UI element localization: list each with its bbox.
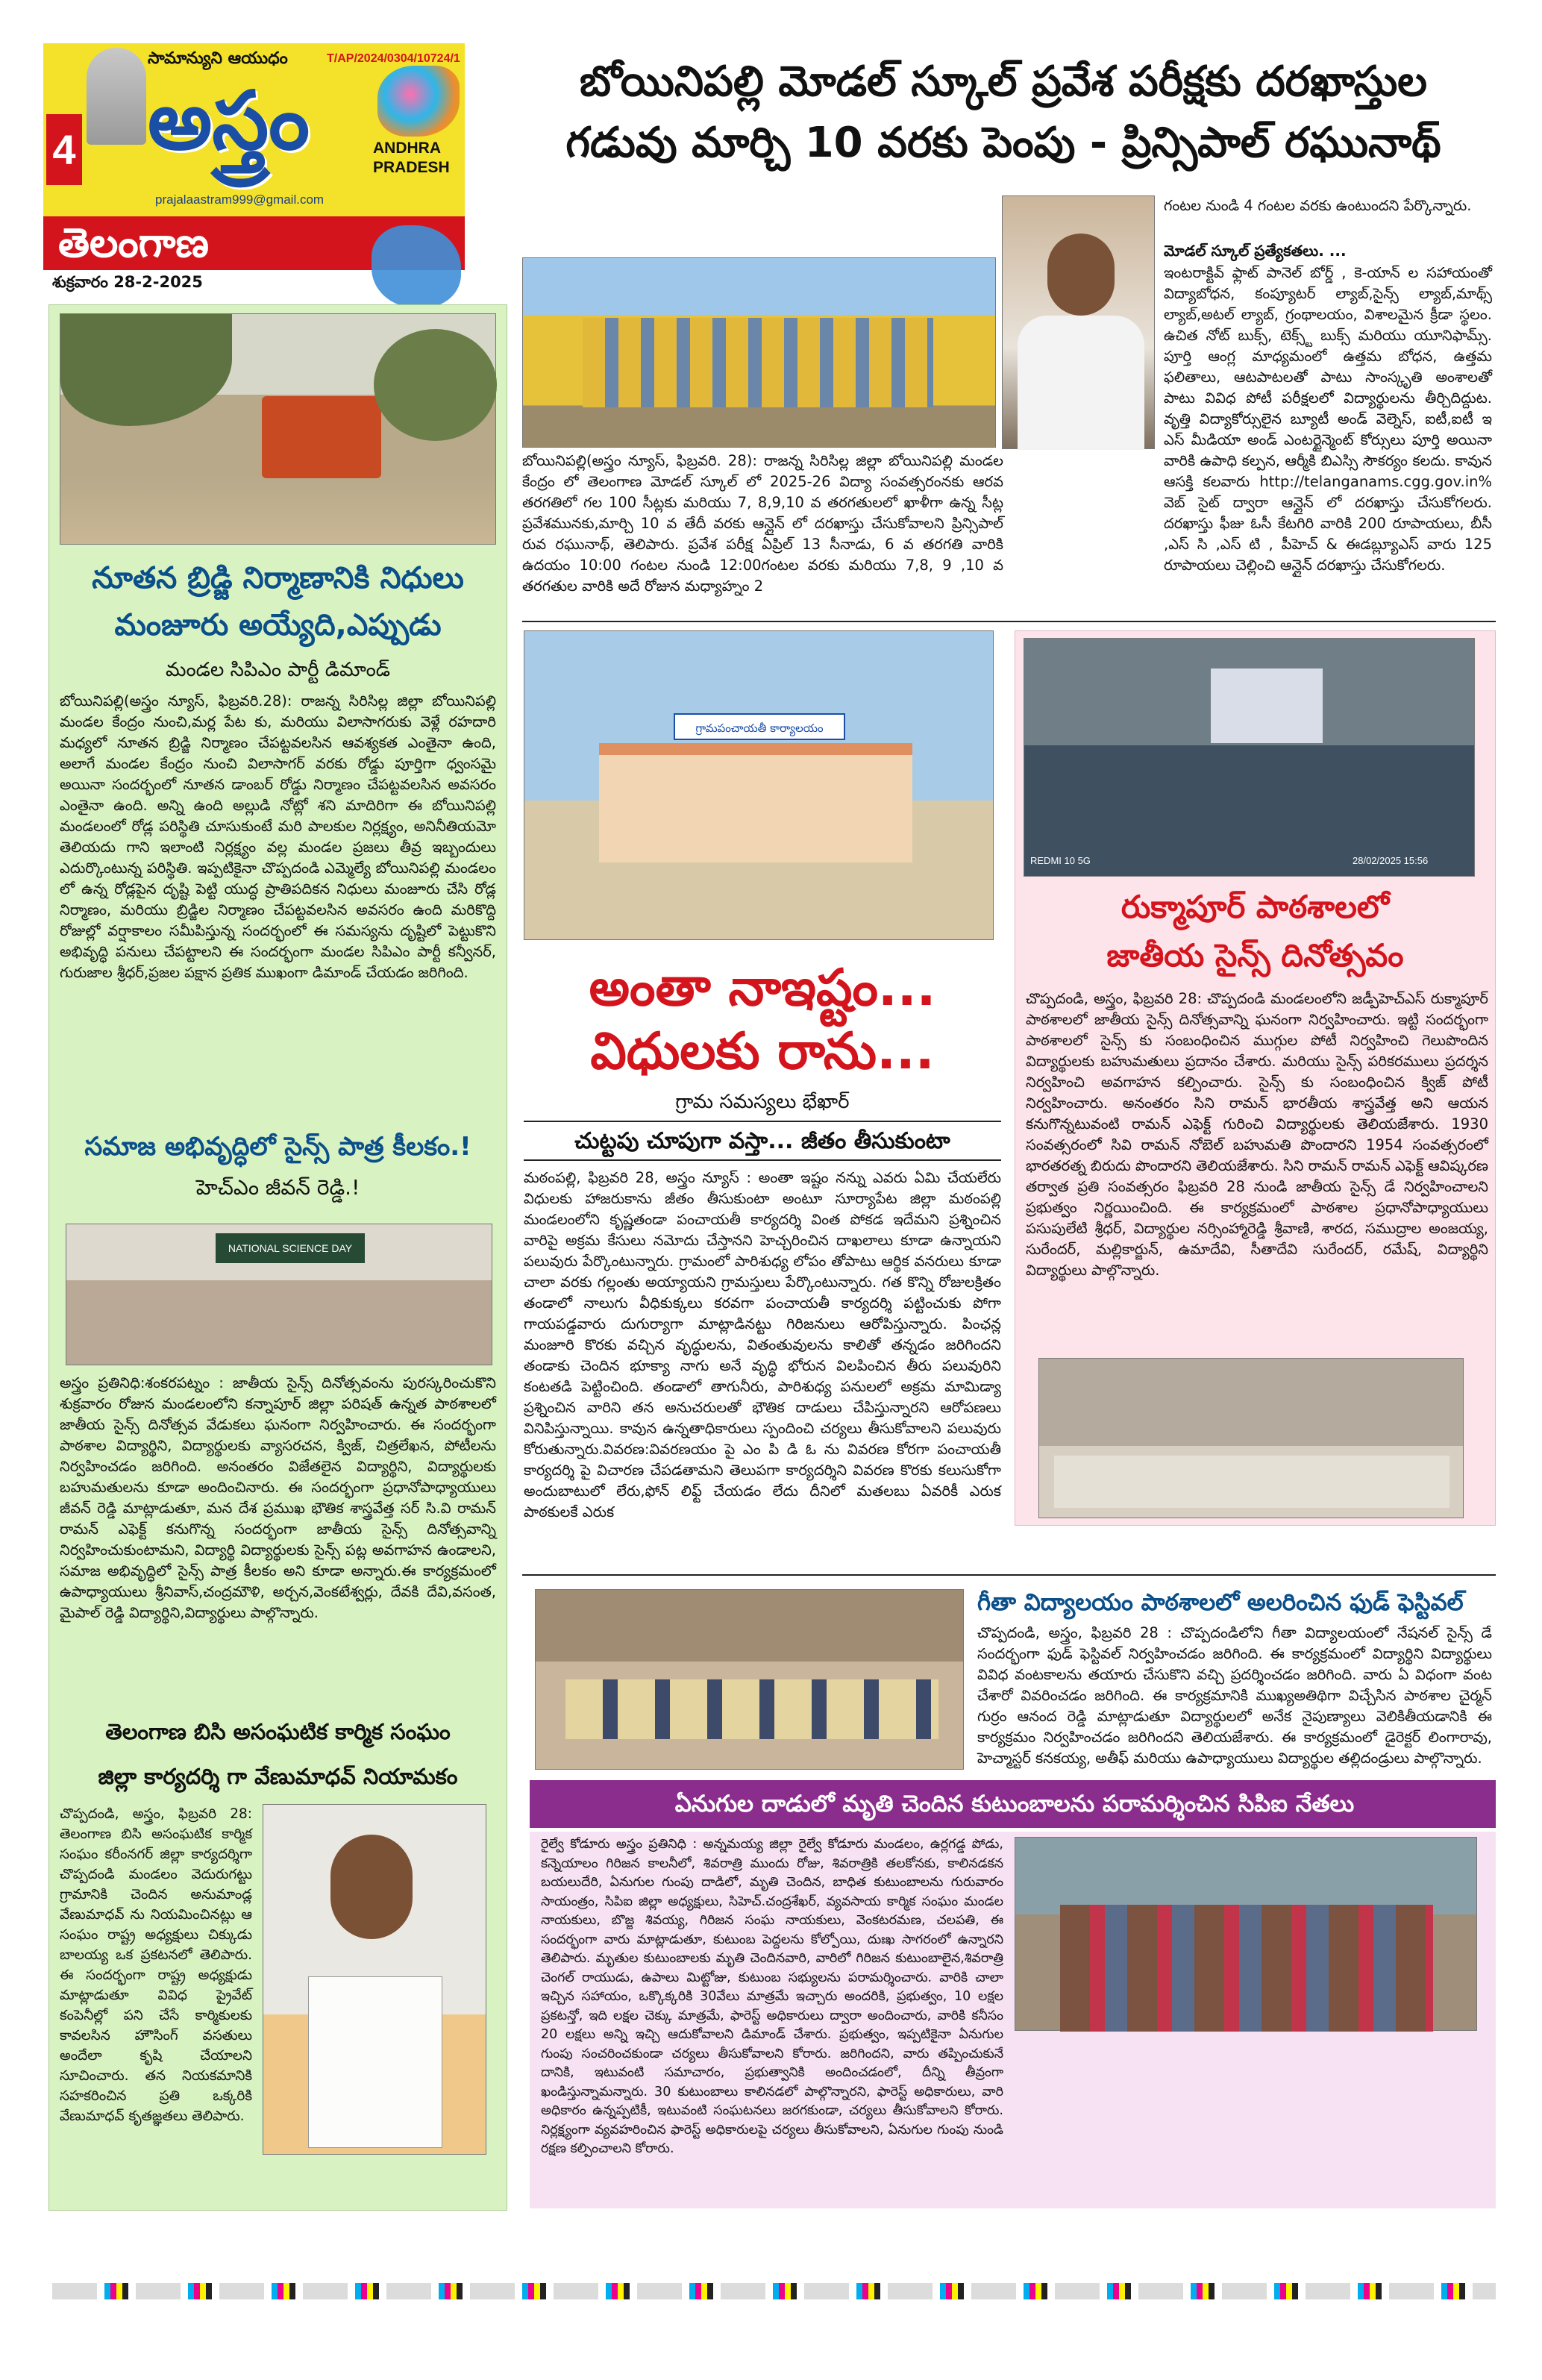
village-subhead2-rule	[524, 1159, 1001, 1161]
statue-icon	[87, 48, 146, 145]
science-left-body: అస్త్రం ప్రతినిధి:శంకరపట్నం : జాతీయ సైన్స్ దినోత్సవంను పురస్కరించుకొని శుక్రవారం రోజున మండలంలోని కన్నాపూర్ జిల్లా పరిషత్ ఉన్నత పాఠశాలలో జాతీయ సైన్స్ దినోత్సవ వేడుకలు ఘనంగా నిర్వహించారు. ఈ సందర్భంగా పాఠశాల విద్యార్థిని, విద్యార్థులకు వ్యాసరచన, క్విజ్, చిత్రలేఖన, పోటీలను నిర్వహించడం జరిగింది. అనంతరం విజేతలైన విద్యార్థిని, విద్యార్థులకు బహుమతులను కూడా అందించినారు. ఈ సందర్భంగా ప్రధానోపాధ్యాయులు జీవన్ రెడ్డి మాట్లాడుతూ, మన దేశ ప్రముఖ భౌతిక శాస్త్రవేత్త సర్ సి.వి రామన్ రామన్ ఎఫెక్ట్ కనుగొన్న సందర్భంగా జాతీయ సైన్స్ దినోత్సవాన్ని నిర్వహించుకుంటామని, విద్యార్థి విద్యార్థులకు సైన్స్ పట్ల అవగాహన ఉండాలని, సమాజ అభివృద్ధిలో సైన్స్ పాత్ర కీలకం అని కూడా అన్నారు.ఈ కార్యక్రమంలో ఉపాధ్యాయులు శ్రీనివాస్,చంద్రమౌళి, అర్చన,వెంకటేశ్వర్లు, దేవకి దేవి,వసంత, మైపాల్ రెడ్డి విద్యార్థిని,విద్యార్థులు పాల్గొన్నారు.	[60, 1374, 496, 1621]
science-day-left-photo	[66, 1224, 492, 1365]
ap-label: ANDHRA PRADESH	[373, 140, 450, 176]
food-festival-photo	[535, 1589, 964, 1770]
lead-headline-2: గడువు మార్చి 10 వరకు పెంపు - ప్రిన్సిపాల్ రఘునాథ్	[565, 119, 1441, 167]
projector-screen	[1211, 668, 1323, 743]
venumadhav-face	[330, 1835, 413, 1939]
rukmapur-photo-date: 28/02/2025 15:56	[1353, 855, 1429, 866]
tree-left	[60, 314, 232, 426]
rukmapur-classroom-photo	[1024, 638, 1475, 877]
principal-shirt	[1018, 316, 1144, 450]
union-body: చొప్పదండి, అస్త్రం, ఫిబ్రవరి 28: తెలంగాణ బిసి అసంఘటిక కార్మిక సంఘం కరీంనగర్ జిల్లా కార్యదర్శిగా చొప్పదండి మండలం వెదురుగట్టు గ్రామానికి చెందిన అనుమాండ్ల వేణుమాధవ్ ను నియమించినట్లు ఆ సంఘం రాష్ట్ర అధ్యక్షులు చిక్కుడు బాలయ్య ఒక ప్రకటనలో తెలిపారు. ఈ సందర్భంగా రాష్ట్ర అధ్యక్షుడు మాట్లాడుతూ వివిధ ప్రైవేట్ కంపెనీల్లో పని చేసే కార్మికులకు కావలసిన హౌసింగ్ వసతులు అందేలా కృషి చేయాలని సూచించారు. తన నియకమానికి సహకరించిన ప్రతి ఒక్కరికి వేణుమాధవ్ కృతజ్ఞతలు తెలిపారు.	[60, 1806, 252, 2124]
lead-body-col2c	[1015, 449, 1492, 610]
science-left-subhead: హెచ్ఎం జీవన్ రెడ్డి.!	[195, 1175, 360, 1200]
elephant-body-col1: రైల్వే కోడూరు అస్త్రం ప్రతినిధి : అన్నమయ్య జిల్లా రైల్వే కోడూరు మండలం, ఉర్లగడ్డ పోడు, కన్నెయాలం గిరిజన కాలనీలో, శివరాత్రి ముందు రోజు, శివరాత్రికి తలకోనకు, కాలినడకన బయలుదేరి, ఏనుగుల గుంపు దాడిలో, మృతి చెందిన, బాధిత కుటుంబాలను గురువారం సాయంత్రం, సిపిఐ జిల్లా అధ్యక్షులు, సిహెచ్.చంద్రశేఖర్, వ్యవసాయ కార్మిక సంఘం మండల నాయకులు, బొజ్జ శివయ్య, గిరిజన సంఘ నాయకులు, వెంకటరమణ, చలపతి, ఈ సందర్భంగా వారు మాట్లాడుతూ, కుటుంబ పెద్దలను కోల్పోయి, దుఃఖ సాగరంలో ఉన్నారని తెలిపారు. మృతుల కుటుంబాలకు మృతి చెందినవారి, వారిలో గిరిజన కుటుంబాలైన,శివరాత్రి చెంగల్ రాయుడు, ఉపాలు మిట్టోజు, కుటుంబ సభ్యులను పరామర్శించారు. వారికి చాలా ఇచ్చిన సహాయం, ఒక్కొక్కరికి 30వేలు మాత్రమే ఇచ్చారు అందరికి, ప్రభుత్వం, 10 లక్షల ప్రకటన్తో, ఇది లక్షల చెక్కు మాత్రమే, ఫారెస్ట్ అధికారులు ద్వారా అందించారు, వారికి కనీసం 20 లక్షలు అన్ని ఇచ్చి ఆదుకోవాలని డిమాండ్ చేశారు. ప్రభుత్వం, ఇప్పటికైనా ఏనుగుల గుంపు సంచరించకుండా చర్యలు తీసుకోవాలని కోరారు. జరిగిందని, వారు తప్పించుకునే దానికి, ఇటువంటి సమాచారం, ప్రభుత్వానికి అందించడంలో, దీన్ని తీవ్రంగా ఖండిస్తున్నామన్నారు. 30 కుటుంబాలు కాలినడలో పాల్గొన్నారని, ఫారెస్ట్ అధికారులు, వారి అధికారం ఉన్నప్పటికీ, ఇటువంటి సంఘటనలు జరగకుండా, చర్యలు తీసుకోవాలని కోరారు. నిర్లక్ష్యంగా వ్యవహరించిన ఫారెస్ట్ అధికారులపై చర్యలు తీసుకోవాలని, ఏనుగుల గుంపు నుండి రక్షణ కల్పించాలని కోరారు.	[541, 1837, 1003, 2156]
rukmapur-photo-caption: REDMI 10 5G	[1030, 855, 1091, 866]
masthead	[43, 43, 465, 289]
registration-number: T/AP/2024/0304/10724/1	[327, 52, 460, 65]
principal-photo	[1002, 195, 1155, 449]
school-building	[583, 318, 933, 407]
masthead-tagline: సామాన్యుని ఆయుధం	[148, 49, 288, 68]
union-headline-1: తెలంగాణ బిసి అసంఘటిక కార్మిక సంఘం	[105, 1719, 451, 1744]
mid-right-rule	[522, 1574, 1496, 1576]
masthead-email: prajalaastram999@gmail.com	[155, 192, 325, 207]
tree-right	[374, 329, 497, 441]
panchayat-office-photo	[524, 630, 994, 940]
union-headline-2: జిల్లా కార్యదర్శి గా వేణుమాధవ్ నియామకం	[98, 1764, 458, 1789]
village-headline-1: అంతా నాఇష్టం...	[589, 959, 936, 1018]
exhibition-table	[1054, 1456, 1449, 1508]
lead-bottom-rule	[522, 621, 1496, 622]
bridge-body: బోయినిపల్లి(అస్త్రం న్యూస్, ఫిబ్రవరి.28): రాజన్న సిరిసిల్ల జిల్లా బోయినిపల్లి మండల కేంద్రం నుంచి,మర్ల పేట కు, మరియు విలాసాగరుకు వెళ్లే రహదారి మధ్యలో నూతన బ్రిడ్జి నిర్మాణం చేపట్టవలసిన ఆవశ్యకత ఎంతైనా ఉంది, అలాగే మండల కేంద్రం నుంచి విలాసాగర్ వరకు రోడ్డు పూర్తిగా ధ్వంసమై అయినా సందర్భంలో నూతన డాంబర్ రోడ్డు నిర్మాణం చేపట్టవలసిన అవసరం ఎంతైనా ఉంది. అన్ని ఉంది అల్లుడి నోట్లో శని మాదిరిగా ఈ బోయినిపల్లి మండలంలో రోడ్ల పరిస్థితి చూసుకుంటే మరి పాలకుల నిర్లక్ష్యం, అనినీతియమో తెలియదు గాని ఇలాంటి నిర్లక్ష్యం వల్ల మండల ప్రజలు తీవ్ర ఇబ్బందులు ఎదుర్కొంటున్న పరిస్థితి. ఇప్పటికైనా చొప్పదండి ఎమ్మెల్యే బోయినిపల్లి మండలం లో ఉన్న రోడ్లపైన దృష్టి పెట్టి యుద్ధ ప్రాతిపదికన నిధులు మంజూరు చేసి రోడ్ల నిర్మాణం, మరియు బ్రిడ్జిల నిర్మాణం చేపట్టవలసిన అవసరం ఉంది మరికొద్ది రోజుల్లో వర్షాకాలం సమీపిస్తున్న సందర్భంలో ఈ సమస్యను దృష్టిలో పెట్టుకొని అభివృద్ధి పనులు చేపట్టాలని ఈ సందర్భంగా మండల సిపిఎం పార్టీ కన్వీనర్, గురుజాల శ్రీధర్,ప్రజల పక్షాన ప్రతిక ముఖంగా డిమాండ్ చేయడం జరిగింది.	[60, 692, 496, 981]
lead-body-col1: బోయినిపల్లి(అస్త్రం న్యూస్, ఫిబ్రవరి. 28): రాజన్న సిరిసిల్ల జిల్లా బోయినిపల్లి మండల కేంద్రం లో తెలంగాణ మోడల్ స్కూల్ లో 2025-26 విద్యా సంవత్సరంనకు ఆరవ తరగతిలో గల 100 సీట్లకు మరియు 7, 8,9,10 వ తరగతులలో ఖాళీగా ఉన్న సీట్ల ప్రవేశమునకు,మార్చి 10 వ తేదీ వరకు ఆన్లైన్ లో దరఖాస్తు చేసుకోవాలని ప్రిన్సిపాల్ రువ రఘునాథ్, తెలిపారు. ప్రవేశ పరీక్ష ఏప్రిల్ 13 సీనాడు, 6 వ తరగతి వారికి ఉదయం 10:00 గంటల నుండి 12:00గంటల వరకు మరియు 7,8, 9 ,10 వ తరగతుల వారికి అదే రోజున మధ్యాహ్నం 2	[522, 452, 1003, 595]
tractor-shape	[262, 396, 381, 478]
villagers-group	[1060, 1905, 1433, 2032]
elephant-body-col2	[1015, 2037, 1485, 2205]
science-left-headline: సమాజ అభివృద్ధిలో సైన్స్ పాత్ర కీలకం.!	[84, 1132, 471, 1162]
lead-headline-1: బోయినిపల్లి మోడల్ స్కూల్ ప్రవేశ పరీక్షకు దరఖాస్తుల	[579, 57, 1427, 106]
panchayat-building	[599, 743, 912, 862]
geetha-headline: గీతా విద్యాలయం పాఠశాలలో అలరించిన ఫుడ్ ఫెస్టివల్	[977, 1589, 1464, 1616]
rukmapur-exhibition-photo	[1038, 1358, 1464, 1518]
road-tractor-photo	[60, 313, 496, 545]
newspaper-name: అస్త్రం	[148, 75, 310, 168]
village-headline-2: విధులకు రాను...	[590, 1022, 935, 1081]
edition-date: శుక్రవారం 28-2-2025	[52, 273, 203, 291]
principal-face	[1047, 234, 1115, 316]
bridge-subhead: మండల సిపిఎం పార్టీ డిమాండ్	[165, 659, 391, 681]
science-banner: NATIONAL SCIENCE DAY	[216, 1233, 365, 1263]
village-subhead-2: చుట్టపు చూపుగా వస్తా... జీతం తీసుకుంటా	[574, 1128, 950, 1154]
lead-body-col2b: ఇంటరాక్టివ్ ఫ్లాట్ పానెల్ బోర్డ్ , కె-యాన్ ల సహాయంతో విద్యాబోధన, కంప్యూటర్ ల్యాబ్,సైన్స్ ల్యాబ్,మాథ్స్ ల్యాబ్,అటల్ ల్యాబ్, గ్రంథాలయం, విశాలమైన క్రీడా స్థలం. ఉచిత నోట్ బుక్స్, టెక్స్ట్ బుక్స్ మరియు యూనిఫామ్స్. పూర్తి ఆంగ్ల మాధ్యమంలో ఉత్తమ బోధన, ఉత్తమ ఫలితాలు, ఆటపాటలతో పాటు సాంస్కృతి అంశాలతో పాటు వివిధ పోటీ పరీక్షలలో విద్యార్థులను తీర్చిదిద్దుట. వృత్తి విద్యాకోర్సులైన బ్యూటీ అండ్ వెల్నెస్, ఐటీ,ఐటీ ఇ ఎస్ మీడియా అండ్ ఎంటర్టైన్మెంట్ కోర్సులు పూర్తి అయినా వారికి ఉపాధి కల్పన, ఆర్మీకి బిఎస్సి సౌకర్యం కలదు. కావున ఆసక్తి కలవారు http://telanganams.cgg.gov.in% వెబ్ సైట్ ద్వారా ఆన్లైన్ లో దరఖాస్తు చేసుకోగలరు. దరఖాస్తు ఫీజు ఓసీ కేటగిరి వారికి 200 రూపాయలు, బీసీ ,ఎస్ సి ,ఎస్ టి , పీహెచ్ & ఈడబ్ల్యూఎస్ వారు 125 రూపాయలు చెల్లించి ఆన్లైన్ దరఖాస్తు చేసుకోగలరు.	[1164, 264, 1492, 574]
rukmapur-headline-2: జాతీయ సైన్స్ దినోత్సవం	[1106, 937, 1404, 974]
lead-body-col2: గంటల నుండి 4 గంటల వరకు ఉంటుందని పేర్కొన్నారు.	[1164, 197, 1472, 214]
bridge-headline-1: నూతన బ్రిడ్జి నిర్మాణానికి నిధులు	[92, 561, 464, 595]
bridge-headline-2: మంజూరు అయ్యేది,ఎప్పుడు	[114, 608, 442, 642]
lead-subhead: మోడల్ స్కూల్ ప్రత్యేకతలు. ...	[1164, 242, 1347, 260]
village-body: మఠంపల్లి, ఫిబ్రవరి 28, అస్త్రం న్యూస్ : అంతా ఇష్టం నన్ను ఎవరు ఏమి చేయలేరు విధులకు హాజరుకాను జీతం తీసుకుంటా అంటూ సూర్యాపేట జిల్లా మఠంపల్లి మండలంలోని కృష్ణతండా పంచాయతీ కార్యదర్శి వింత పోకడ ఇదేమని ప్రశ్నించిన వారిపై అక్రమ కేసులు నమోదు చేస్తానని హెచ్చరించిన దాఖలాలు కూడా ఉన్నాయని పలువురు పేర్కొంటున్నారు. గ్రామంలో పారిశుధ్య లోపం తోపాటు ఆర్థిక వనరులు కూడా చాలా వరకు గల్లంతు అయ్యాయని గ్రామస్తులు పేర్కొంటున్నారు. గత కొన్ని రోజులక్రితం తండాలో నాలుగు వీధికుక్కలు కరవగా పంచాయతీ కార్యదర్శి పట్టించుకు పోగా గాయపడ్డవారు దుగుర్యాగా మాట్లాడినట్టు గిరిజనులు ఆరోపిస్తున్నారు. పింఛన్ల మంజూరి కొరకు వచ్చిన వృద్ధులను, వితంతువులను కాలితో తన్నడం జరిగిందని తండాకు చెందిన భూక్యా నాగు అనే వృద్ధి భోరున విలపించిన తీరు పలువురిని కంటతడి పెట్టించింది. తండాలో తాగునీరు, పారిశుధ్య పనులలో అక్రమ మామిడ్యా ప్రశ్నించిన వారిని తన అనుచరులతో భౌతిక దాడులు చేపిస్తున్నారని ఆరోపణలు వినిపిస్తున్నాయి. కావున ఉన్నతాధికారులు స్పందించి చర్యలు తీసుకోవాలని పలువురు కోరుతున్నారు.వివరణ:వివరణయం పై ఎం పి డి ఓ ను వివరణ కోరగా పంచాయతీ కార్యదర్శి పై విచారణ చేపడతామని తెలుపగా కార్యదర్శిని వివరణ కొరకు కలుసుకోగా అందుబాటులో లేరు,ఫోన్ లిఫ్ట్ చేయడం లేదు దీనిలో మతలబు ఏవరికీ ఎరుక పాఠకులకే ఎరుక	[524, 1169, 1001, 1521]
rukmapur-body: చొప్పదండి, అస్త్రం, ఫిబ్రవరి 28: చొప్పదండి మండలంలోని జడ్పీహెచ్ఎస్ రుక్మాపూర్ పాఠశాలలో జాతీయ సైన్స్ దినోత్సవాన్ని ఘనంగా నిర్వహించారు. ఇట్టి సందర్భంగా పాఠశాలలో సైన్స్ కు సంబంధించిన ముగ్గుల పోటీ నిర్వహించి గెలుపొందిన విద్యార్థులకు బహుమతులు ప్రదానం చేశారు. మరియు సైన్స్ పరికరములు ప్రదర్శన నిర్వహించి అవగాహన కల్పించారు. సైన్స్ కు సంబంధించిన క్విజ్ పోటీ నిర్వహించారు. అనంతరం సిని రామన్ భారతీయ శాస్త్రవేత్త అని ఆయన కనుగొన్నటువంటి రామన్ ఎఫెక్ట్ గురించి విద్యార్థులకు తెలియజేశారు. 1930 సంవత్సరంలో సివి రామన్ నోబెల్ బహుమతి పొందారని 1954 సంవత్సరంలో భారతరత్న బిరుదు పొందారని తెలియజేశారు. సిని రామన్ రామన్ ఎఫెక్ట్ ఆవిష్కరణ తర్వాత ప్రతి సంవత్సరం ఫిబ్రవరి 28 నుండి జాతీయ సైన్స్ డే నిర్వహించాలని ప్రభుత్వం నిర్ణయించింది. ఈ కార్యక్రమంలో పాఠశాల ప్రధానోపాధ్యాయులు పసుపులేటి శ్రీధర్, విద్యార్థుల నర్సింహ్మారెడ్డి శ్రీవాణి, శారద, సముద్రాల అంజయ్య, సురేందర్, మల్లికార్జున్, ఉమాదేవి, సీతాదేవి సురేందర్, రమేష్, విద్యార్థిని విద్యార్థులు పాల్గొన్నారు.	[1026, 990, 1488, 1279]
ap-map-icon	[377, 66, 460, 137]
venumadhav-photo	[263, 1804, 486, 2155]
village-subhead: గ్రామ సమస్యలు భేఖార్	[675, 1091, 850, 1113]
village-subhead-rule	[524, 1121, 1001, 1122]
rukmapur-headline-1: రుక్మాపూర్ పాఠశాలలో	[1121, 889, 1390, 925]
color-registration-strip	[52, 2283, 1496, 2299]
telangana-map-icon	[372, 225, 461, 307]
cpi-leaders-photo	[1015, 1837, 1477, 2031]
appointment-letter	[308, 1976, 442, 2148]
page-number: 4	[46, 114, 82, 185]
school-building-photo	[522, 257, 996, 448]
geetha-body: చొప్పదండి, అస్త్రం, ఫిబ్రవరి 28 : చొప్పదండిలోని గీతా విద్యాలయంలో నేషనల్ సైన్స్ డే సందర్భంగా ఫుడ్ ఫెస్టివల్ నిర్వహించడం జరిగింది. ఈ కార్యక్రమంలో విద్యార్థిని విద్యార్థులు వివిధ వంటకాలను తయారు చేసుకొని వచ్చి ప్రదర్శించడం జరిగింది. వారు ఏ విధంగా వంట చేశారో వివరించడం జరిగింది. ఈ కార్యక్రమానికి ముఖ్యఅతిథిగా విచ్చేసిన పాఠశాల చైర్మన్ గుర్రం ఆనంద రెడ్డి మాట్లాడుతూ విద్యార్థులలో అనేక నైపుణ్యాలు వెలికితీయడానికి ఈ కార్యక్రమం నిర్వహించడం జరిగిందని తెలియజేశారు. ఈ కార్యక్రమంలో డైరెక్టర్ లింగారావు, హెచ్మాస్టర్ కనకయ్య, అతీఫ్ మరియు ఉపాధ్యాయులు విద్యార్థుల తల్లిదండ్రులు పాల్గొన్నారు.	[977, 1624, 1492, 1767]
food-tables	[565, 1679, 938, 1739]
panchayat-sign: గ్రామపంచాయతీ కార్యాలయం	[674, 713, 845, 740]
elephant-headline: ఏనుగుల దాడులో మృతి చెందిన కుటుంబాలను పరామర్శించిన సిపిఐ నేతలు	[674, 1791, 1355, 1817]
edition-name: తెలంగాణ	[58, 219, 210, 266]
